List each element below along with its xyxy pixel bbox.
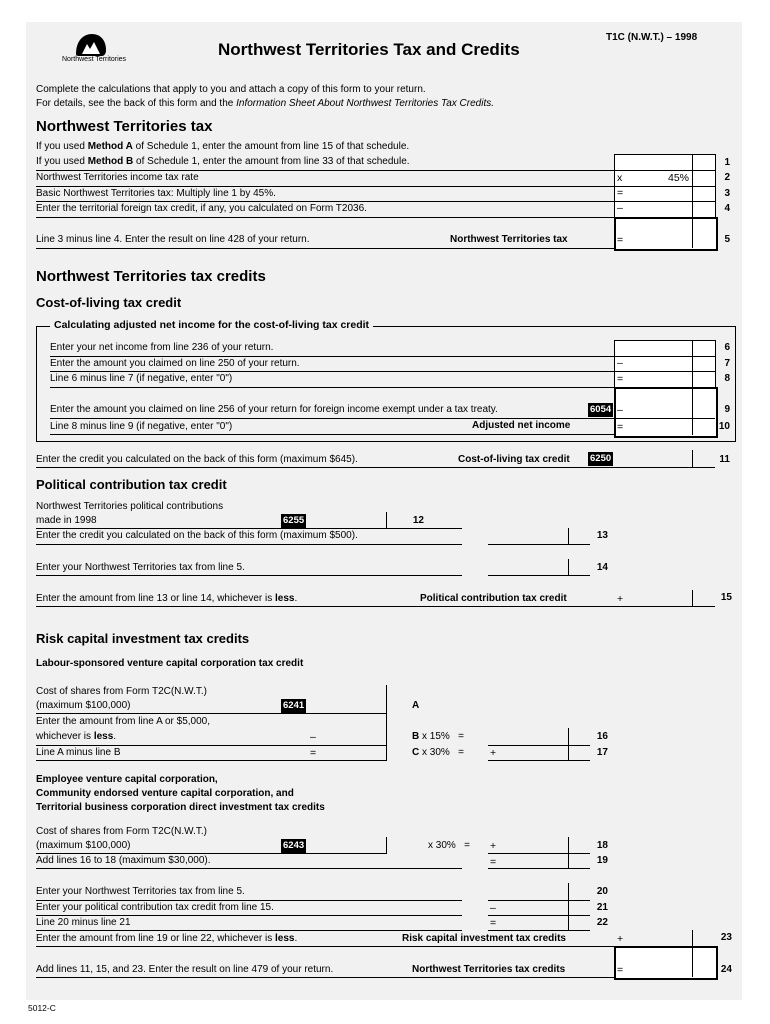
line-19-sign: = <box>490 856 497 868</box>
line-10-sign: = <box>617 421 624 433</box>
line-number-7: 7 <box>724 358 730 369</box>
line-number-12: 12 <box>412 515 424 526</box>
line-5-amount-input[interactable] <box>626 233 694 248</box>
line-number-14: 14 <box>596 562 608 573</box>
subheading-employee-venture-b: Community endorsed venture capital corporation, and <box>36 788 294 799</box>
line-6-text: Enter your net income from line 236 of your return. <box>50 342 274 353</box>
line-24-label: Northwest Territories tax credits <box>412 964 566 975</box>
line-11-amount-input[interactable] <box>626 452 694 467</box>
field-code-6255: 6255 <box>283 515 305 526</box>
line-number-21: 21 <box>596 902 608 913</box>
line-15-label: Political contribution tax credit <box>420 593 567 604</box>
subheading-employee-venture-c: Territorial business corporation direct investment tax credits <box>36 802 325 813</box>
line-b-text-2: whichever is less. <box>36 731 117 742</box>
line-14-text: Enter your Northwest Territories tax from line 5. <box>36 562 245 573</box>
line-13-text: Enter the credit you calculated on the back of this form (maximum $500). <box>36 530 358 541</box>
line-7-text: Enter the amount you claimed on line 250 of your return. <box>50 358 300 369</box>
line-number-15: 15 <box>720 592 732 603</box>
line-7-amount-input[interactable] <box>626 357 694 372</box>
line-number-2: 2 <box>724 172 730 183</box>
form-code: T1C (N.W.T.) – 1998 <box>606 32 698 43</box>
line-3-amount-input[interactable] <box>626 187 694 202</box>
line-10-amount-input[interactable] <box>626 420 694 435</box>
line-number-24: 24 <box>720 964 732 975</box>
section-heading-nwt-tax: Northwest Territories tax <box>36 118 213 135</box>
line-4-text: Enter the territorial foreign tax credit, if any, you calculated on Form T2036. <box>36 203 367 214</box>
line-18-amount-input[interactable] <box>500 839 570 854</box>
line-2-sign: x <box>617 172 623 184</box>
line-3-sign: = <box>617 187 624 199</box>
line-a-text-1: Cost of shares from Form T2C(N.W.T.) <box>36 686 207 697</box>
line-number-9: 9 <box>724 404 730 415</box>
form-title: Northwest Territories Tax and Credits <box>218 40 520 59</box>
line-number-17: 17 <box>596 747 608 758</box>
line-18-text-1: Cost of shares from Form T2C(N.W.T.) <box>36 826 207 837</box>
line-number-23: 23 <box>720 932 732 943</box>
line-22-sign: = <box>490 917 497 929</box>
line-a-amount-input[interactable] <box>310 699 388 714</box>
line-number-19: 19 <box>596 855 608 866</box>
line-c-text: Line A minus line B <box>36 747 121 758</box>
line-19-amount-input[interactable] <box>500 855 570 869</box>
line-12-amount-input[interactable] <box>310 514 388 529</box>
line-19-text: Add lines 16 to 18 (maximum $30,000). <box>36 855 211 866</box>
line-letter-a: A <box>412 700 420 711</box>
logo-text: Northwest Territories <box>62 56 127 63</box>
line-18-sign: + <box>490 840 497 852</box>
line-15-sign: + <box>617 593 624 605</box>
form-number: 5012-C <box>28 1003 56 1013</box>
line-b-sign: – <box>310 731 316 743</box>
intro-line-1: Complete the calculations that apply to you and attach a copy of this form to your return. <box>36 84 426 95</box>
line-b-amount-input[interactable] <box>320 731 388 746</box>
line-4-amount-input[interactable] <box>626 202 694 217</box>
subheading-employee-venture-a: Employee venture capital corporation, <box>36 774 218 785</box>
line-17-sign: + <box>490 747 497 759</box>
line-number-22: 22 <box>596 917 608 928</box>
intro-line-2: For details, see the back of this form and the Information Sheet About Northwest Territories Tax Credits. <box>36 98 495 109</box>
field-code-6241: 6241 <box>283 700 305 711</box>
line-24-amount-input[interactable] <box>626 962 694 977</box>
subheading-cost-of-living: Cost-of-living tax credit <box>36 295 182 310</box>
line-23-sign: + <box>617 933 624 945</box>
line-18-calc: x 30% = <box>428 840 470 851</box>
line-number-13: 13 <box>596 530 608 541</box>
line-number-20: 20 <box>596 886 608 897</box>
line-number-4: 4 <box>724 203 730 214</box>
subheading-political: Political contribution tax credit <box>36 477 227 492</box>
line-20-amount-input[interactable] <box>490 886 570 901</box>
line-c-amount-input[interactable] <box>320 746 388 761</box>
line-9-sign: – <box>617 404 623 416</box>
line-number-6: 6 <box>724 342 730 353</box>
line-15-text: Enter the amount from line 13 or line 14, whichever is less. <box>36 593 298 604</box>
line-a-text-2: (maximum $100,000) <box>36 700 131 711</box>
line-12-text-b: made in 1998 <box>36 515 97 526</box>
box-title: Calculating adjusted net income for the cost-of-living tax credit <box>50 319 373 331</box>
line-20-text: Enter your Northwest Territories tax from line 5. <box>36 886 245 897</box>
line-3-text: Basic Northwest Territories tax: Multiply line 1 by 45%. <box>36 188 276 199</box>
field-code-6250: 6250 <box>590 453 612 464</box>
line-5-label: Northwest Territories tax <box>450 234 568 245</box>
line-6-amount-input[interactable] <box>615 341 695 357</box>
line-23-label: Risk capital investment tax credits <box>402 933 566 944</box>
line-21-amount-input[interactable] <box>500 901 570 916</box>
line-5-sign: = <box>617 234 624 246</box>
section-heading-tax-credits: Northwest Territories tax credits <box>36 268 266 285</box>
line-number-11: 11 <box>719 454 730 465</box>
line-18-shares-input[interactable] <box>310 839 388 854</box>
line-8-amount-input[interactable] <box>626 372 694 387</box>
line-10-text: Line 8 minus line 9 (if negative, enter "0") <box>50 421 233 432</box>
line-11-text: Enter the credit you calculated on the back of this form (maximum $645). <box>36 454 358 465</box>
line-21-text: Enter your political contribution tax credit from line 15. <box>36 902 274 913</box>
line-number-8: 8 <box>724 373 730 384</box>
line-b-text-1: Enter the amount from line A or $5,000, <box>36 716 210 727</box>
line-number-16: 16 <box>596 731 608 742</box>
line-9-amount-input[interactable] <box>626 403 694 418</box>
line-4-sign: – <box>617 202 623 214</box>
line-12-text-a: Northwest Territories political contributions <box>36 501 224 512</box>
line-11-label: Cost-of-living tax credit <box>458 454 570 465</box>
line-9-text: Enter the amount you claimed on line 256 of your return for foreign income exempt under a tax treaty. <box>50 404 498 415</box>
line-2-text: Northwest Territories income tax rate <box>36 172 199 183</box>
line-b-calc: B x 15% = <box>412 731 464 742</box>
line-18-text-2: (maximum $100,000) <box>36 840 131 851</box>
line-number-3: 3 <box>724 188 730 199</box>
subheading-labour-sponsored: Labour-sponsored venture capital corporation tax credit <box>36 658 304 669</box>
subheading-risk-capital: Risk capital investment tax credits <box>36 631 250 646</box>
line-number-5: 5 <box>724 234 730 245</box>
line-15-amount-input[interactable] <box>626 592 694 607</box>
line-2-rate: 45% <box>668 172 690 184</box>
line-23-text: Enter the amount from line 19 or line 22, whichever is less. <box>36 933 298 944</box>
line-13-amount-input[interactable] <box>490 530 570 545</box>
line-22-amount-input[interactable] <box>500 916 570 931</box>
line-8-sign: = <box>617 373 624 385</box>
line-24-text: Add lines 11, 15, and 23. Enter the result on line 479 of your return. <box>36 964 334 975</box>
line-22-text: Line 20 minus line 21 <box>36 917 131 928</box>
line-c-sign: = <box>310 747 317 759</box>
field-code-6054: 6054 <box>590 404 612 415</box>
line-5-text: Line 3 minus line 4. Enter the result on line 428 of your return. <box>36 234 310 245</box>
line-23-amount-input[interactable] <box>626 932 694 947</box>
line-1a-text: If you used Method A of Schedule 1, enter the amount from line 15 of that schedule. <box>36 141 410 152</box>
line-c-calc: C x 30% = <box>412 747 464 758</box>
line-number-1: 1 <box>724 157 730 168</box>
line-16-amount-input[interactable] <box>490 730 570 745</box>
line-14-amount-input[interactable] <box>490 561 570 576</box>
line-number-18: 18 <box>596 840 608 851</box>
line-1b-text: If you used Method B of Schedule 1, enter the amount from line 33 of that schedule. <box>36 156 410 167</box>
line-8-text: Line 6 minus line 7 (if negative, enter "0") <box>50 373 233 384</box>
line-17-amount-input[interactable] <box>500 746 570 761</box>
line-10-label: Adjusted net income <box>472 420 571 431</box>
field-code-6243: 6243 <box>283 840 305 851</box>
line-7-sign: – <box>617 357 623 369</box>
line-21-sign: – <box>490 902 496 914</box>
line-number-10: 10 <box>718 421 730 432</box>
line-24-sign: = <box>617 964 624 976</box>
line-1-amount-input[interactable] <box>615 155 695 171</box>
